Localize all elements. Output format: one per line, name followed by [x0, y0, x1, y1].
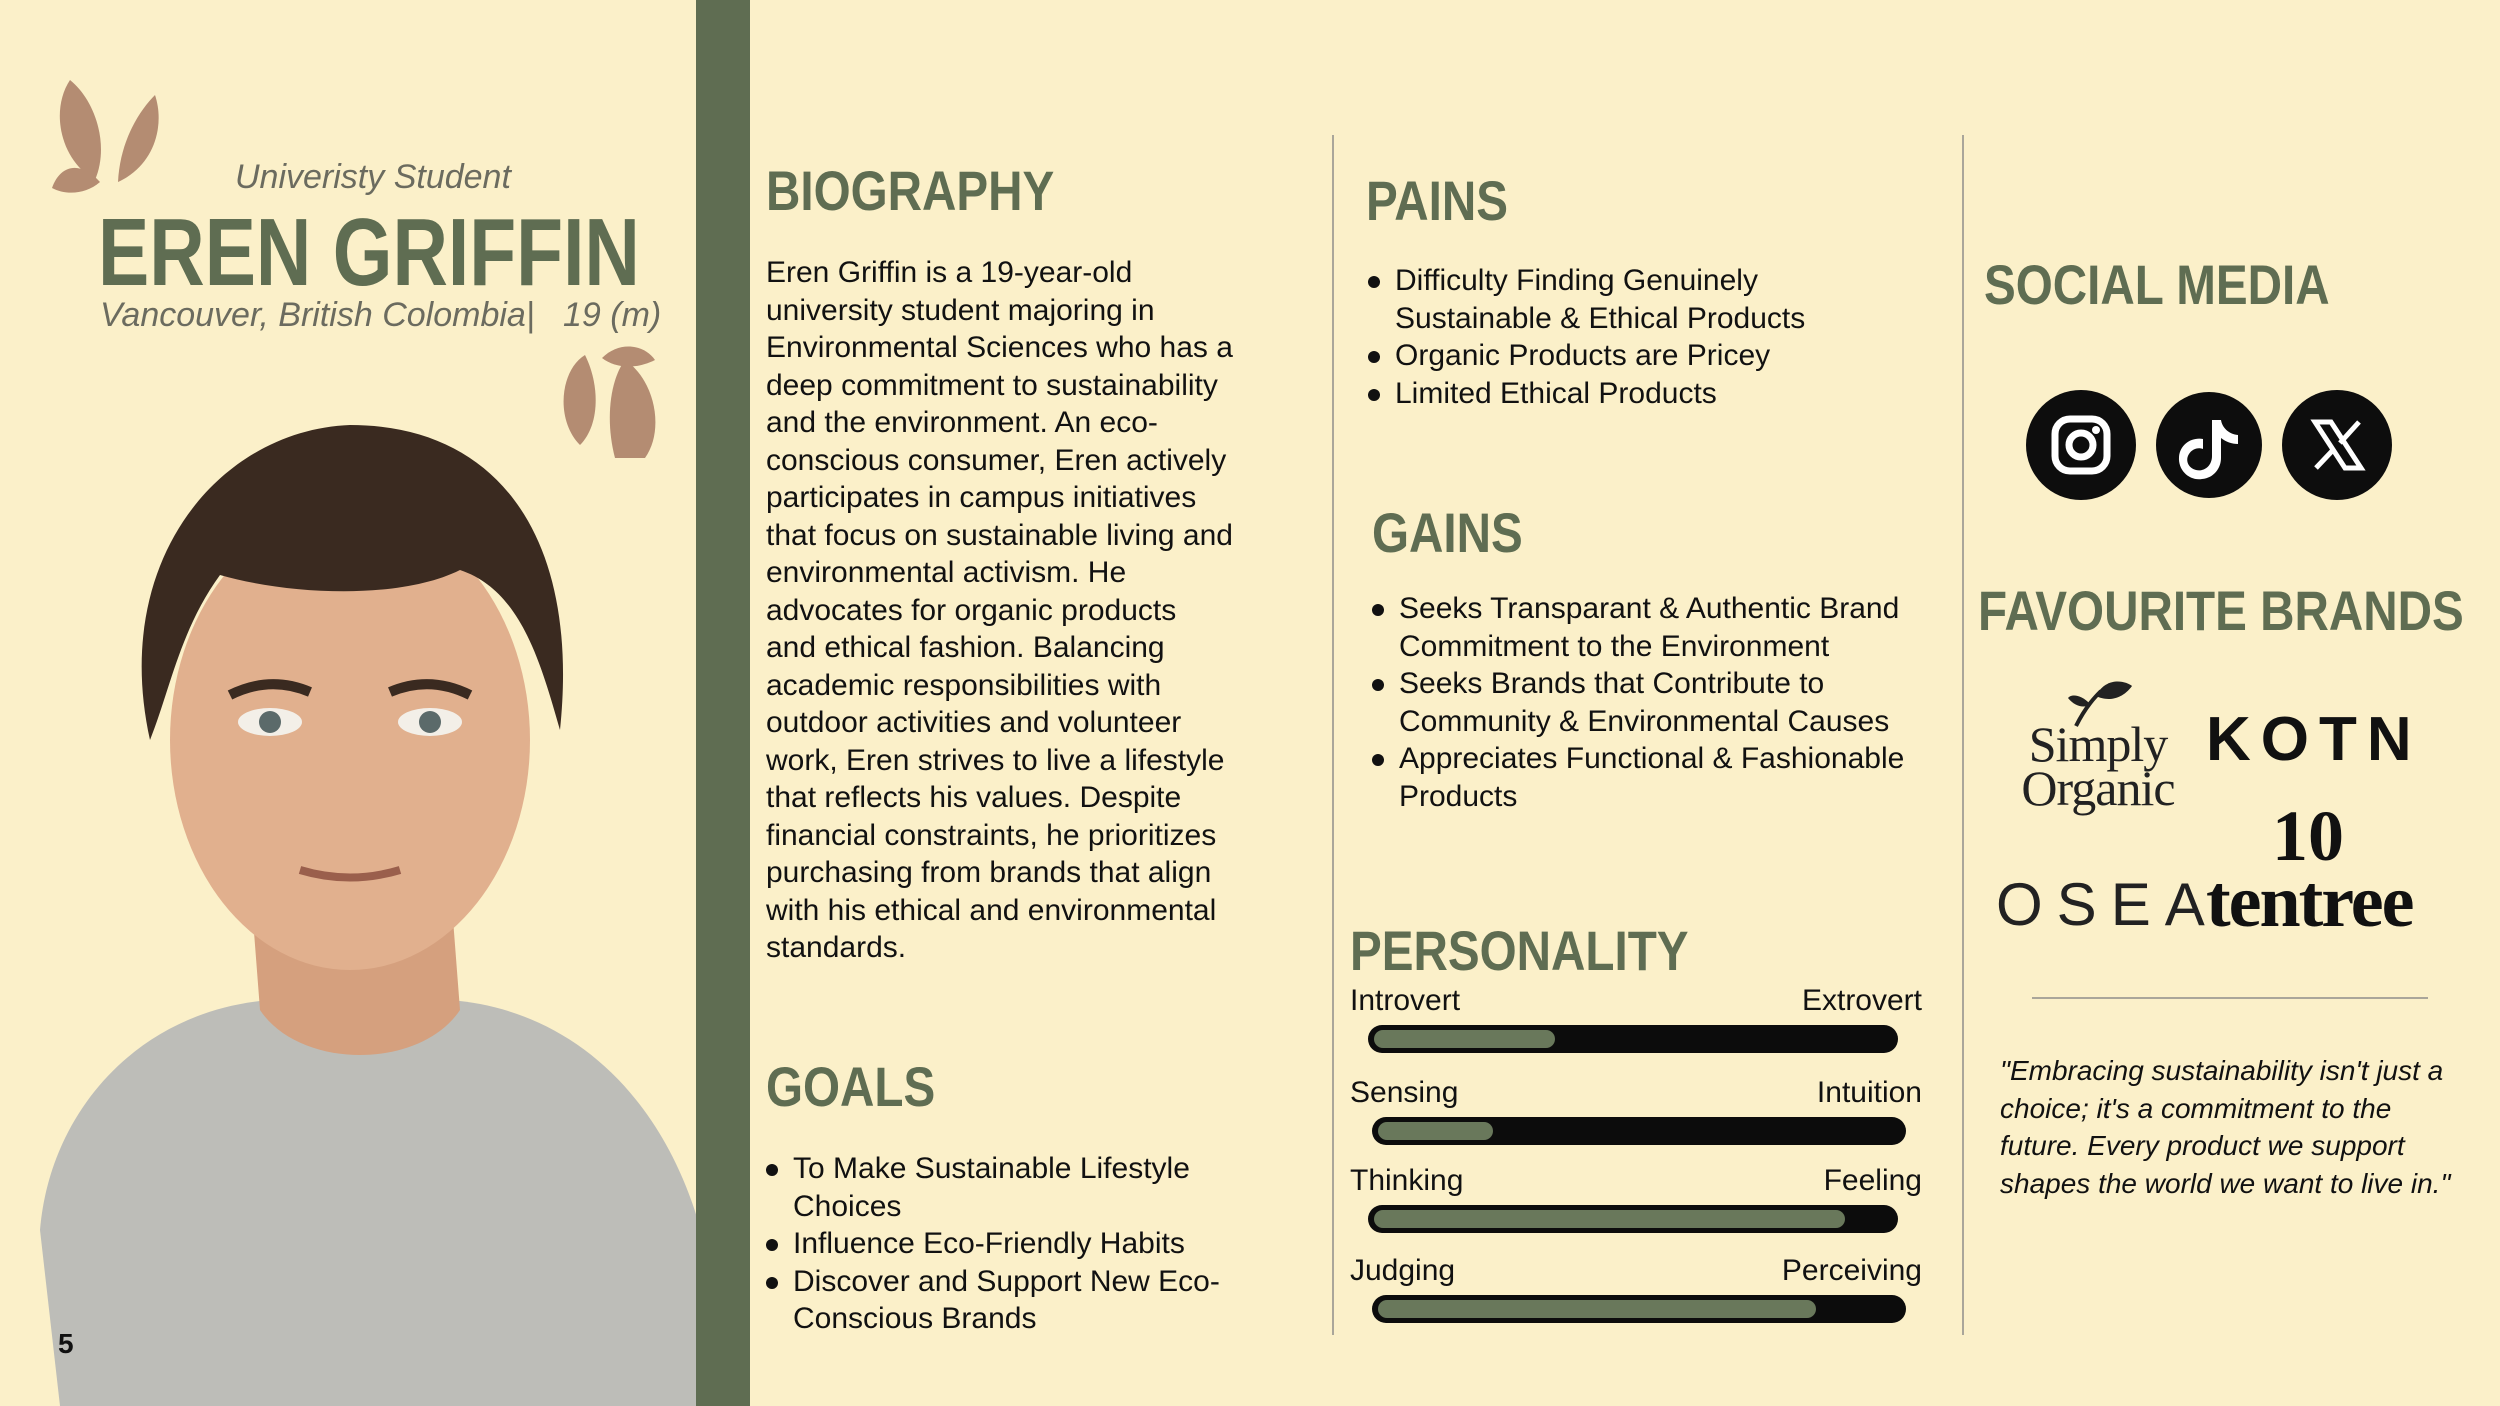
trait-label-left: Introvert	[1350, 984, 1461, 1017]
trait-label-right: Intuition	[1816, 1076, 1922, 1109]
trait-bar-fill	[1378, 1122, 1493, 1140]
trait-bar-fill	[1374, 1210, 1845, 1228]
brand-kotn: KOTN	[2206, 705, 2422, 774]
list-item: Discover and Support New Eco-Conscious Brands	[766, 1263, 1236, 1338]
column-divider	[1332, 135, 1334, 1335]
persona-location-age: Vancouver, British Colombia| 19 (m)	[100, 296, 662, 334]
persona-quote: "Embracing sustainability isn't just a choice; it's a commitment to the future. Every product we support shapes the world we want to live in."	[2000, 1055, 2451, 1199]
trait-bar-introvert-extrovert	[1368, 1025, 1898, 1053]
biography-text: Eren Griffin is a 19-year-old university student majoring in Environmental Sciences who has a deep commitment to sustainability and the environment. An eco-conscious consumer, Eren actively participates in campus initiatives that focus on sustainable living and environmental activism. He advocates for organic products and ethical fashion. Balancing academic responsibilities with outdoor activities and volunteer work, Eren strives to live a lifestyle that reflects his values. Despite financial constraints, he prioritizes purchasing from brands that align with his ethical and environmental standards.	[766, 256, 1233, 964]
trait-label-right: Extrovert	[1801, 984, 1922, 1017]
quote-divider	[2032, 997, 2428, 999]
brand-simply-organic: Simply Organic	[2021, 716, 2175, 816]
trait-bar-fill	[1374, 1030, 1555, 1048]
favourite-brands-heading: FAVOURITE BRANDS	[1978, 579, 2464, 642]
personality-heading: PERSONALITY	[1350, 919, 1689, 982]
list-item: Organic Products are Pricey	[1368, 337, 1838, 375]
trait-bar-thinking-feeling	[1368, 1205, 1898, 1233]
gains-heading: GAINS	[1372, 501, 1523, 564]
persona-role: Univeristy Student	[235, 158, 511, 196]
pains-heading: PAINS	[1366, 169, 1508, 232]
biography-heading: BIOGRAPHY	[766, 159, 1055, 222]
trait-label-left: Judging	[1350, 1254, 1456, 1287]
trait-label-right: Feeling	[1823, 1164, 1922, 1197]
list-item: Limited Ethical Products	[1368, 375, 1838, 413]
persona-photo	[20, 410, 730, 1406]
trait-bar-sensing-intuition	[1372, 1117, 1906, 1145]
list-item: Appreciates Functional & Fashionable Products	[1372, 740, 1920, 815]
tiktok-icon[interactable]	[2156, 392, 2262, 498]
trait-label-left: Sensing	[1350, 1076, 1459, 1109]
column-divider	[1962, 135, 1964, 1335]
instagram-icon[interactable]	[2026, 390, 2136, 500]
list-item: Influence Eco-Friendly Habits	[766, 1225, 1236, 1263]
list-item: Difficulty Finding Genuinely Sustainable & Ethical Products	[1368, 262, 1838, 337]
leaf-decoration-icon	[40, 70, 170, 200]
social-media-heading: SOCIAL MEDIA	[1984, 253, 2330, 316]
brand-tentree: tentree	[2206, 861, 2413, 943]
trait-bar-judging-perceiving	[1372, 1295, 1906, 1323]
trait-bar-fill	[1378, 1300, 1816, 1318]
brand-osea: OSEA	[1996, 871, 2219, 938]
goals-list	[766, 1150, 1236, 1338]
pains-list	[1368, 262, 1838, 412]
page-number: 5	[58, 1328, 74, 1359]
gains-list	[1372, 590, 1920, 815]
x-icon[interactable]	[2282, 390, 2392, 500]
persona-name: EREN GRIFFIN	[98, 199, 640, 306]
trait-label-right: Perceiving	[1781, 1254, 1922, 1287]
goals-heading: GOALS	[766, 1055, 936, 1118]
divider-bar	[696, 0, 750, 1406]
brand-tentree-number: 10	[2272, 796, 2344, 876]
list-item: Seeks Brands that Contribute to Community & Environmental Causes	[1372, 665, 1920, 740]
list-item: Seeks Transparant & Authentic Brand Commitment to the Environment	[1372, 590, 1920, 665]
trait-label-left: Thinking	[1350, 1164, 1464, 1197]
list-item: To Make Sustainable Lifestyle Choices	[766, 1150, 1236, 1225]
